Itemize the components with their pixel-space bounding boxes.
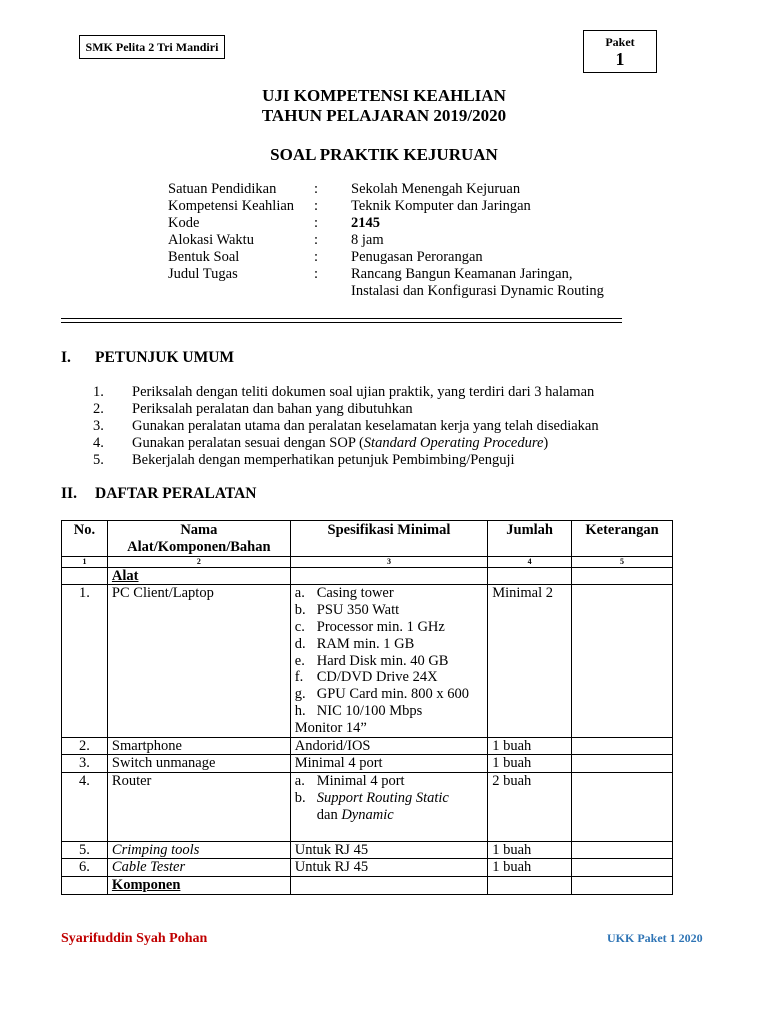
footer-tag: UKK Paket 1 2020: [607, 931, 703, 945]
cell-no: 6.: [62, 859, 108, 877]
cell-qty: 2 buah: [488, 773, 572, 841]
spec-marker: c.: [294, 618, 305, 635]
header-note: Keterangan: [572, 521, 673, 557]
list-text: Periksalah peralatan dan bahan yang dibutuhkan: [132, 401, 413, 417]
cell-note: [572, 773, 673, 841]
spec-marker: e.: [294, 652, 305, 669]
equipment-table: [61, 520, 673, 895]
list-item: [93, 452, 599, 469]
spec-marker: h.: [294, 702, 306, 719]
school-name-box: [79, 35, 225, 59]
spec-item: [295, 636, 483, 653]
cell-spec: [290, 585, 487, 737]
info-value: [351, 266, 651, 300]
cell-spec: [290, 773, 487, 841]
cell-no: 4.: [62, 773, 108, 841]
cell-note: [572, 755, 673, 773]
title-line-3: SOAL PRAKTIK KEJURUAN: [270, 145, 498, 164]
title-line-1: UJI KOMPETENSI KEAHLIAN: [262, 86, 506, 105]
info-key: Kode: [168, 215, 200, 231]
spec-marker: f.: [294, 669, 304, 686]
list-text-part: ): [543, 435, 549, 451]
header-no: No.: [62, 521, 108, 557]
info-value-line1: Rancang Bangun Keamanan Jaringan,: [351, 266, 573, 282]
table-row: [62, 859, 673, 877]
header-name: [107, 521, 290, 557]
spec-text: NIC 10/100 Mbps: [316, 702, 423, 719]
spec-item: [295, 619, 483, 636]
school-name: SMK Pelita 2 Tri Mandiri: [85, 39, 219, 54]
spec-text: Support Routing Static: [316, 789, 449, 806]
spec-item: [295, 653, 483, 670]
column-number: 3: [290, 556, 487, 567]
info-row: [168, 198, 651, 215]
divider-line: [61, 322, 622, 323]
info-colon: :: [314, 215, 319, 231]
section-title: PETUNJUK UMUM: [95, 349, 235, 366]
spec-text-part: dan: [316, 806, 342, 823]
info-row: [168, 232, 651, 249]
section-heading: [61, 485, 256, 503]
info-value-line2: Instalasi dan Konfigurasi Dynamic Routing: [351, 283, 604, 299]
list-text-part: Gunakan peralatan sesuai dengan SOP (: [132, 435, 364, 451]
spec-item: [295, 602, 483, 619]
list-item: [93, 384, 599, 401]
spec-text: Processor min. 1 GHz: [316, 618, 445, 635]
cell-name: Cable Tester: [107, 859, 290, 877]
spec-item: [295, 585, 483, 602]
list-number: 2.: [93, 401, 104, 417]
column-number: 1: [62, 556, 108, 567]
cell-no: 3.: [62, 755, 108, 773]
list-number: 1.: [93, 384, 104, 400]
spec-item: [295, 773, 483, 790]
spec-text: [317, 807, 394, 824]
spec-text: RAM min. 1 GB: [316, 635, 415, 652]
spec-text: GPU Card min. 800 x 600: [316, 686, 470, 703]
spec-item: [295, 669, 483, 686]
cell-spec: Minimal 4 port: [290, 755, 487, 773]
section-number: I.: [61, 349, 71, 366]
spec-marker: b.: [294, 602, 306, 619]
paket-number: 1: [615, 49, 625, 69]
info-value: Penugasan Perorangan: [351, 249, 483, 265]
footer-author: Syarifuddin Syah Pohan: [61, 931, 208, 946]
cell-qty: 1 buah: [488, 859, 572, 877]
list-number: 4.: [93, 435, 104, 451]
group-komponen: Komponen: [107, 877, 290, 895]
spec-item: [295, 703, 483, 720]
info-colon: :: [314, 181, 319, 197]
info-value: Sekolah Menengah Kejuruan: [351, 181, 521, 197]
table-group-row: [62, 567, 673, 585]
header-qty: Jumlah: [488, 521, 572, 557]
column-number: 4: [488, 556, 572, 567]
cell-note: [572, 585, 673, 737]
info-colon: :: [314, 232, 319, 248]
cell-name: PC Client/Laptop: [107, 585, 290, 737]
list-text: Gunakan peralatan utama dan peralatan keselamatan kerja yang telah disediakan: [132, 418, 599, 434]
cell-qty: 1 buah: [488, 755, 572, 773]
instruction-list: [93, 384, 599, 469]
header-name-line1: Nama: [180, 522, 218, 538]
list-number: 5.: [93, 452, 104, 468]
spec-item: [295, 790, 483, 807]
exam-info: [168, 181, 651, 300]
spec-text-italic: Dynamic: [341, 806, 394, 823]
spec-marker: d.: [294, 635, 306, 652]
section-title: DAFTAR PERALATAN: [95, 485, 257, 502]
paket-box: [583, 30, 657, 73]
list-text: Bekerjalah dengan memperhatikan petunjuk Pembimbing/Penguji: [132, 452, 515, 468]
header-name-line2: Alat/Komponen/Bahan: [127, 538, 271, 555]
column-number: 2: [107, 556, 290, 567]
table-row: [62, 841, 673, 859]
section-number: II.: [61, 485, 77, 502]
cell-note: [572, 841, 673, 859]
spec-marker: a.: [294, 773, 305, 790]
table-row: [62, 773, 673, 841]
column-number: 5: [572, 556, 673, 567]
spec-text: PSU 350 Watt: [316, 602, 400, 619]
table-row: [62, 585, 673, 737]
info-row: [168, 181, 651, 198]
paket-label: Paket: [605, 35, 635, 49]
cell-note: [572, 859, 673, 877]
info-colon: :: [314, 198, 319, 214]
list-item: [93, 401, 599, 418]
info-value: Teknik Komputer dan Jaringan: [351, 198, 531, 214]
cell-spec: Untuk RJ 45: [290, 841, 487, 859]
spec-marker: a.: [294, 585, 305, 602]
spec-marker: b.: [294, 789, 306, 806]
table-header-row: [62, 521, 673, 557]
cell-spec: Untuk RJ 45: [290, 859, 487, 877]
cell-spec: Andorid/IOS: [290, 737, 487, 755]
header-spec: Spesifikasi Minimal: [290, 521, 487, 557]
list-text: Periksalah dengan teliti dokumen soal ujian praktik, yang terdiri dari 3 halaman: [132, 384, 595, 400]
list-text-italic: Standard Operating Procedure: [363, 435, 544, 451]
cell-qty: 1 buah: [488, 841, 572, 859]
title-line-2: TAHUN PELAJARAN 2019/2020: [261, 106, 507, 125]
cell-no: 2.: [62, 737, 108, 755]
list-number: 3.: [93, 418, 104, 434]
cell-name: Smartphone: [107, 737, 290, 755]
table-row: [62, 755, 673, 773]
list-text: [132, 435, 548, 452]
spec-item: [295, 807, 483, 824]
spec-item: [295, 686, 483, 703]
table-group-row: [62, 877, 673, 895]
cell-no: 5.: [62, 841, 108, 859]
info-colon: :: [314, 266, 319, 282]
spec-text: Minimal 4 port: [316, 773, 405, 790]
group-alat: Alat: [107, 567, 290, 585]
info-value: 2145: [351, 215, 380, 231]
info-key: Kompetensi Keahlian: [168, 198, 295, 214]
table-row: [62, 737, 673, 755]
cell-qty: 1 buah: [488, 737, 572, 755]
section-heading: [61, 349, 234, 367]
info-row: [168, 215, 651, 232]
cell-name: Crimping tools: [107, 841, 290, 859]
spec-extra: Monitor 14”: [294, 719, 367, 736]
info-value: 8 jam: [351, 232, 384, 248]
list-item: [93, 435, 599, 452]
info-row: [168, 249, 651, 266]
column-number-row: [62, 556, 673, 567]
info-key: Bentuk Soal: [168, 249, 240, 265]
spec-marker: g.: [294, 686, 306, 703]
cell-name: Switch unmanage: [107, 755, 290, 773]
info-colon: :: [314, 249, 319, 265]
list-item: [93, 418, 599, 435]
cell-qty: Minimal 2: [488, 585, 572, 737]
cell-no: 1.: [62, 585, 108, 737]
cell-note: [572, 737, 673, 755]
spec-text: Casing tower: [316, 585, 394, 602]
divider-line: [61, 318, 622, 319]
spec-text: Hard Disk min. 40 GB: [316, 652, 449, 669]
spec-text: CD/DVD Drive 24X: [316, 669, 438, 686]
info-key: Alokasi Waktu: [168, 232, 254, 248]
cell-name: Router: [107, 773, 290, 841]
info-row: [168, 266, 651, 300]
info-key: Judul Tugas: [168, 266, 238, 282]
info-key: Satuan Pendidikan: [168, 181, 277, 197]
